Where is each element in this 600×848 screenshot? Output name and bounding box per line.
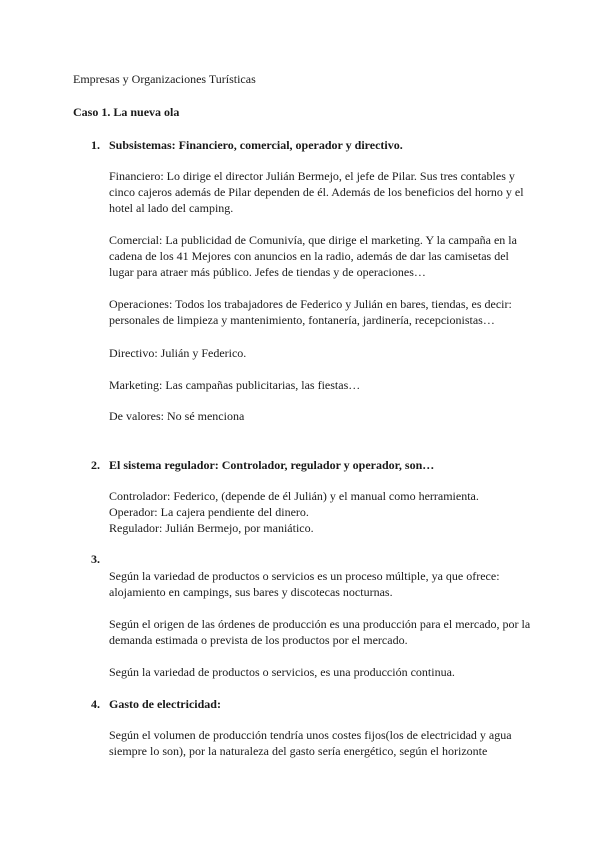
line-operador: Operador: La cajera pendiente del dinero.	[109, 505, 309, 519]
section-number: 1.	[91, 138, 100, 152]
paragraph-directivo: Directivo: Julián y Federico.	[109, 346, 247, 360]
section-title: El sistema regulador: Controlador, regulador y operador, son…	[109, 458, 435, 472]
line-regulador: Regulador: Julián Bermejo, por maniático.	[109, 521, 314, 535]
section-title: Gasto de electricidad:	[109, 697, 221, 711]
section-number: 3.	[91, 552, 100, 566]
paragraph-origen-ordenes: Según el origen de las órdenes de producción es una producción para el mercado, por la demanda estimada o prevista de los productos por el mercado.	[109, 617, 531, 647]
paragraph-produccion-continua: Según la variedad de productos o servicios, es una producción continua.	[109, 665, 455, 679]
paragraph-operaciones: Operaciones: Todos los trabajadores de Federico y Julián en bares, tiendas, es decir: personales de limpieza y mantenimiento, fontanería, jardinería, recepcionistas…	[109, 297, 512, 327]
section-3-heading	[91, 551, 109, 567]
section-4-heading	[91, 696, 221, 712]
paragraph-volumen-produccion: Según el volumen de producción tendría unos costes fijos(los de electricidad y agua siempre lo son), por la naturaleza del gasto sería energético, según el horizonte	[109, 728, 512, 758]
paragraph-marketing: Marketing: Las campañas publicitarias, las fiestas…	[109, 378, 361, 392]
paragraph-valores: De valores: No sé menciona	[109, 409, 245, 423]
section-1-heading	[91, 137, 403, 153]
line-controlador: Controlador: Federico, (depende de él Julián) y el manual como herramienta.	[109, 489, 479, 503]
case-title: Caso 1. La nueva ola	[73, 105, 180, 119]
section-title: Subsistemas: Financiero, comercial, operador y directivo.	[109, 138, 403, 152]
paragraph-comercial: Comercial: La publicidad de Comunivía, que dirige el marketing. Y la campaña en la cadena de los 41 Mejores con anuncios en la radio, además de dar las camisetas del lugar para atraer más público. Jefes de tiendas y de operaciones…	[109, 233, 517, 279]
section-number: 4.	[91, 697, 100, 711]
document-header: Empresas y Organizaciones Turísticas	[73, 72, 256, 86]
section-number: 2.	[91, 458, 100, 472]
paragraph-variedad-productos: Según la variedad de productos o servicios es un proceso múltiple, ya que ofrece: alojamiento en campings, sus bares y discotecas nocturnas.	[109, 569, 500, 599]
paragraph-financiero: Financiero: Lo dirige el director Julián Bermejo, el jefe de Pilar. Sus tres contables y cinco cajeros además de Pilar dependen de él. Además de los beneficios del horno y el hotel al lado del camping.	[109, 169, 524, 215]
section-2-heading	[91, 457, 434, 473]
